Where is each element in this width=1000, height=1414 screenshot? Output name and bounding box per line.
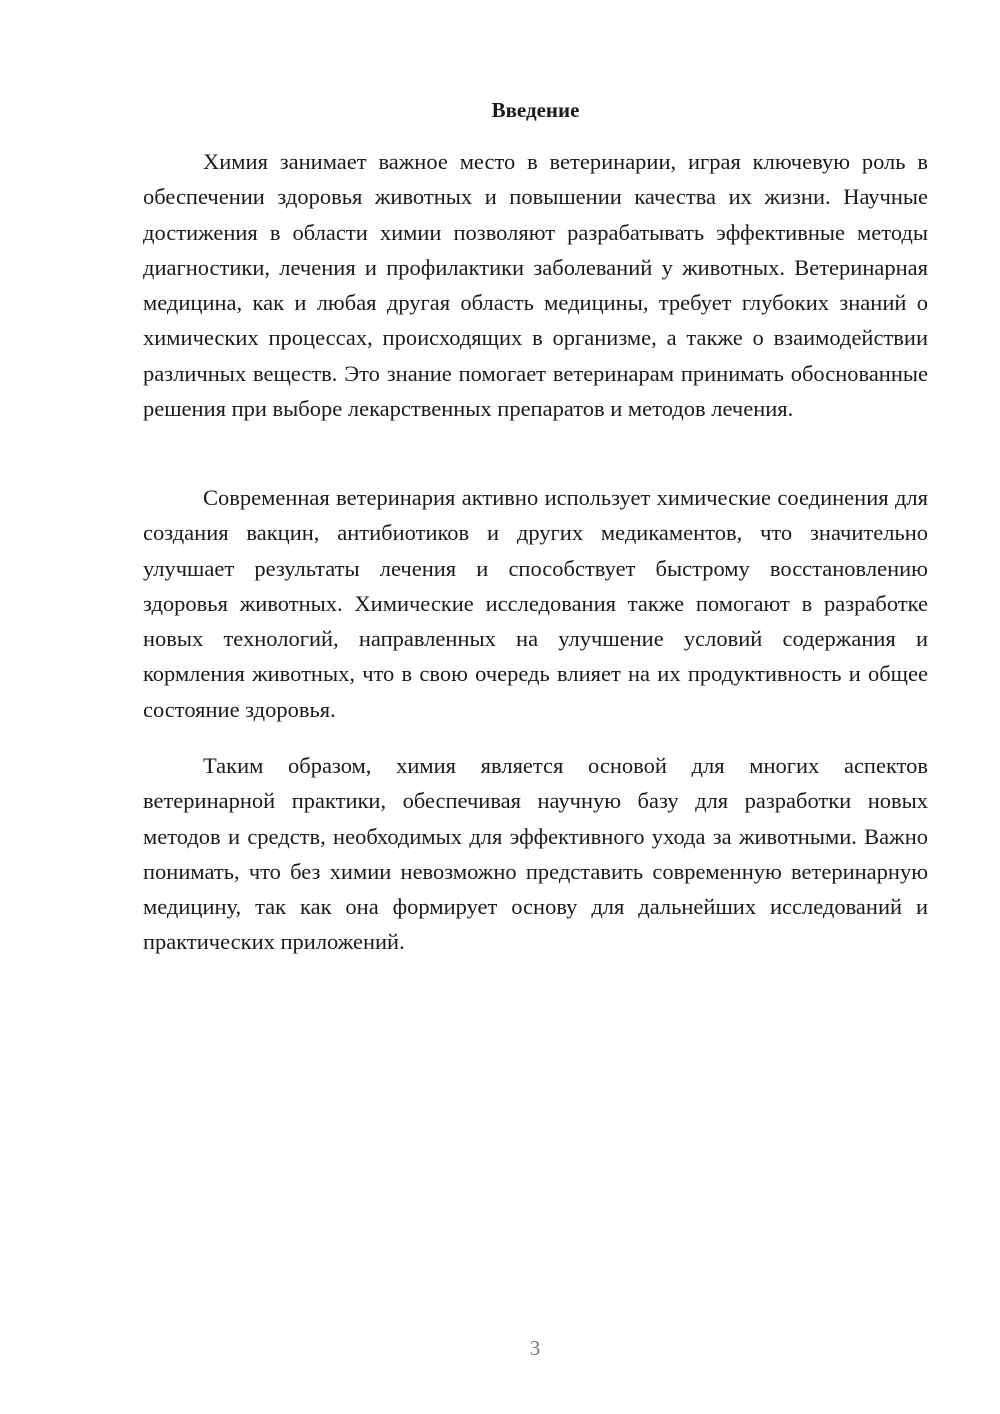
paragraph-1: Химия занимает важное место в ветеринарии, играя ключевую роль в обеспечении здоровья животных и повышении качества их жизни. Научные достижения в области химии позволяют разрабатывать эффективные методы диагностики, лечения и профилактики заболеваний у животных. Ветеринарная медицина, как и любая другая область медицины, требует глубоких знаний о химических процессах, происходящих в организме, а также о взаимодействии различных веществ. Это знание помогает ветеринарам принимать обоснованные решения при выборе лекарственных препаратов и методов лечения. — [143, 149, 928, 422]
paragraph-2: Современная ветеринария активно использует химические соединения для создания вакцин, антибиотиков и других медикаментов, что значительно улучшает результаты лечения и способствует быстрому восстановлению здоровья животных. Химические исследования также помогают в разработке новых технологий, направленных на улучшение условий содержания и кормления животных, что в свою очередь влияет на их продуктивность и общее состояние здоровья. — [143, 485, 928, 722]
section-heading: Введение — [491, 98, 580, 122]
page-number: 3 — [529, 1336, 541, 1360]
paragraph-3: Таким образом, химия является основой для многих аспектов ветеринарной практики, обеспечивая научную базу для разработки новых методов и средств, необходимых для эффективного ухода за животными. Важно понимать, что без химии невозможно представить современную ветеринарную медицину, так как она формирует основу для дальнейших исследований и практических приложений. — [143, 753, 928, 955]
